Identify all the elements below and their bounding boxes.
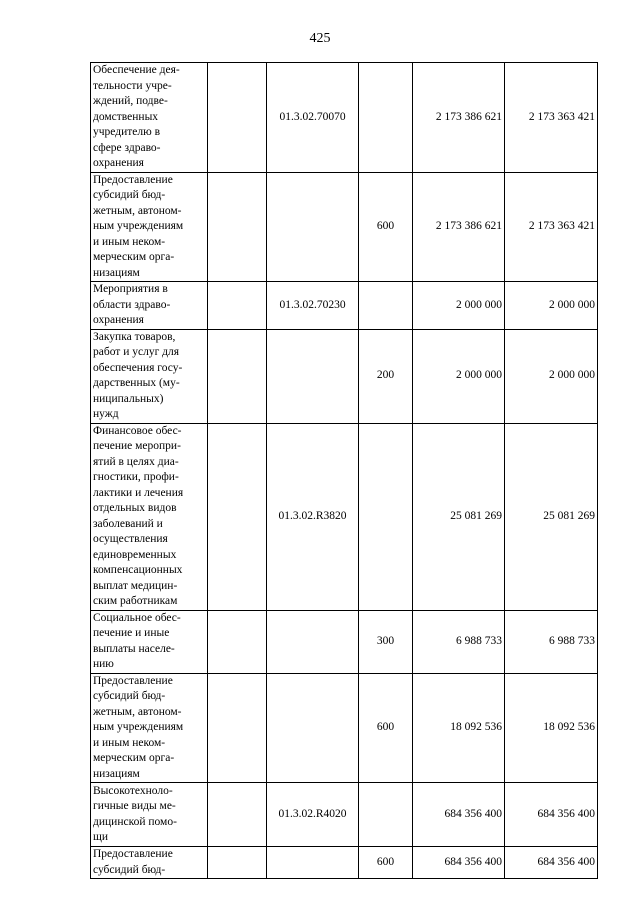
row-expense-type-cell: 200 [359,329,413,423]
row-name-line: дарственных (му- [93,377,180,389]
row-sum2-cell: 18 092 536 [505,673,598,783]
row-name-cell [91,673,208,783]
row-expense-type-cell: 600 [359,673,413,783]
row-name-line: нужд [93,408,119,420]
row-code-cell [267,610,359,673]
row-name-line: области здраво- [93,298,171,311]
row-name-line: субсидий бюд- [93,863,166,876]
row-expense-type-cell [359,63,413,173]
row-name-line: ниципальных) [93,392,164,405]
row-name-line: ным учреждениям [93,220,184,232]
row-sum2-cell: 684 356 400 [505,783,598,847]
row-name-line: гностики, профи- [93,471,179,483]
row-sum2-cell: 2 000 000 [505,282,598,330]
row-sum2-cell: 684 356 400 [505,847,598,879]
row-expense-type-cell [359,783,413,847]
row-name-line: гичные виды ме- [93,800,176,812]
row-name-line: выплаты населе- [93,642,175,655]
row-name-cell [91,783,208,847]
row-name-line: ятий в целях диа- [93,455,179,468]
row-name-line: осуществления [93,533,168,545]
row-name-line: Мероприятия в [93,283,168,295]
row-sum1-cell: 25 081 269 [413,423,505,610]
table-row [91,423,598,610]
row-sum1-cell: 18 092 536 [413,673,505,783]
row-extra-cell [208,172,267,282]
row-name-cell [91,63,208,173]
row-name-line: компенсационных [93,564,183,576]
row-name-line: единовременных [93,548,177,561]
row-extra-cell [208,673,267,783]
row-name-line: Предоставление [93,674,173,687]
row-expense-type-cell [359,423,413,610]
row-name-cell [91,172,208,282]
row-name-line: Обеспечение дея- [93,64,180,76]
row-name-line: Социальное обес- [93,611,181,624]
row-name-line: охранения [93,314,144,326]
row-sum1-cell: 2 000 000 [413,329,505,423]
row-name-line: Закупка товаров, [93,330,176,343]
row-sum1-cell: 2 173 386 621 [413,63,505,173]
row-code-cell [267,329,359,423]
row-code-cell: 01.3.02.R4020 [267,783,359,847]
table-row [91,63,598,173]
row-name-line: домственных [93,110,159,123]
row-name-line: заболеваний и [93,517,163,530]
row-sum2-cell: 2 000 000 [505,329,598,423]
row-name-line: Высокотехноло- [93,784,173,797]
row-name-line: Финансовое обес- [93,424,182,437]
row-sum2-cell: 2 173 363 421 [505,172,598,282]
row-name-cell [91,423,208,610]
table-row [91,847,598,879]
budget-table [90,62,598,879]
row-name-line: ным учреждениям [93,721,184,733]
row-name-line: и иным неком- [93,736,166,749]
row-name-line: субсидий бюд- [93,189,166,201]
table-row [91,172,598,282]
row-name-line: субсидий бюд- [93,690,166,702]
row-sum2-cell: 6 988 733 [505,610,598,673]
row-name-line: жетным, автоном- [93,705,182,718]
row-name-line: Предоставление [93,173,173,186]
row-name-line: мерческим орга- [93,752,175,764]
row-name-line: мерческим орга- [93,251,175,263]
row-name-cell [91,329,208,423]
row-extra-cell [208,329,267,423]
row-sum1-cell: 684 356 400 [413,847,505,879]
row-code-cell: 01.3.02.70070 [267,63,359,173]
row-extra-cell [208,282,267,330]
table-row [91,329,598,423]
row-name-line: дицинской помо- [93,815,177,828]
row-code-cell [267,847,359,879]
row-expense-type-cell: 600 [359,172,413,282]
row-name-line: лактики и лечения [93,486,184,499]
row-sum2-cell: 25 081 269 [505,423,598,610]
table-row [91,783,598,847]
row-extra-cell [208,63,267,173]
table-row [91,282,598,330]
row-name-line: выплат медицин- [93,579,178,592]
row-expense-type-cell [359,282,413,330]
row-name-line: тельности учре- [93,79,172,92]
row-name-line: нию [93,658,114,670]
row-sum2-cell: 2 173 363 421 [505,63,598,173]
row-name-line: ским работникам [93,595,178,607]
row-name-line: ждений, подве- [93,95,168,107]
row-extra-cell [208,847,267,879]
row-code-cell: 01.3.02.70230 [267,282,359,330]
row-name-line: обеспечения госу- [93,361,183,374]
row-name-line: печение меропри- [93,440,181,452]
row-name-cell [91,282,208,330]
row-name-line: жетным, автоном- [93,204,182,217]
row-expense-type-cell: 600 [359,847,413,879]
row-code-cell [267,172,359,282]
row-sum1-cell: 684 356 400 [413,783,505,847]
row-name-line: учредителю в [93,126,161,138]
budget-table-body [91,63,598,879]
row-sum1-cell: 2 173 386 621 [413,172,505,282]
table-row [91,673,598,783]
row-name-line: работ и услуг для [93,346,180,358]
row-name-line: Предоставление [93,848,173,860]
row-name-line: печение и иные [93,627,170,639]
row-name-line: низациям [93,266,140,279]
row-name-cell [91,610,208,673]
row-sum1-cell: 2 000 000 [413,282,505,330]
row-extra-cell [208,423,267,610]
row-code-cell [267,673,359,783]
row-extra-cell [208,610,267,673]
row-name-line: охранения [93,157,144,169]
row-code-cell: 01.3.02.R3820 [267,423,359,610]
row-name-line: щи [93,831,109,843]
row-expense-type-cell: 300 [359,610,413,673]
row-name-line: низациям [93,767,140,780]
row-extra-cell [208,783,267,847]
row-name-line: отдельных видов [93,502,177,514]
table-row [91,610,598,673]
row-name-line: и иным неком- [93,235,166,248]
row-name-line: сфере здраво- [93,141,161,154]
row-sum1-cell: 6 988 733 [413,610,505,673]
page-number: 425 [309,31,331,46]
row-name-cell [91,847,208,879]
